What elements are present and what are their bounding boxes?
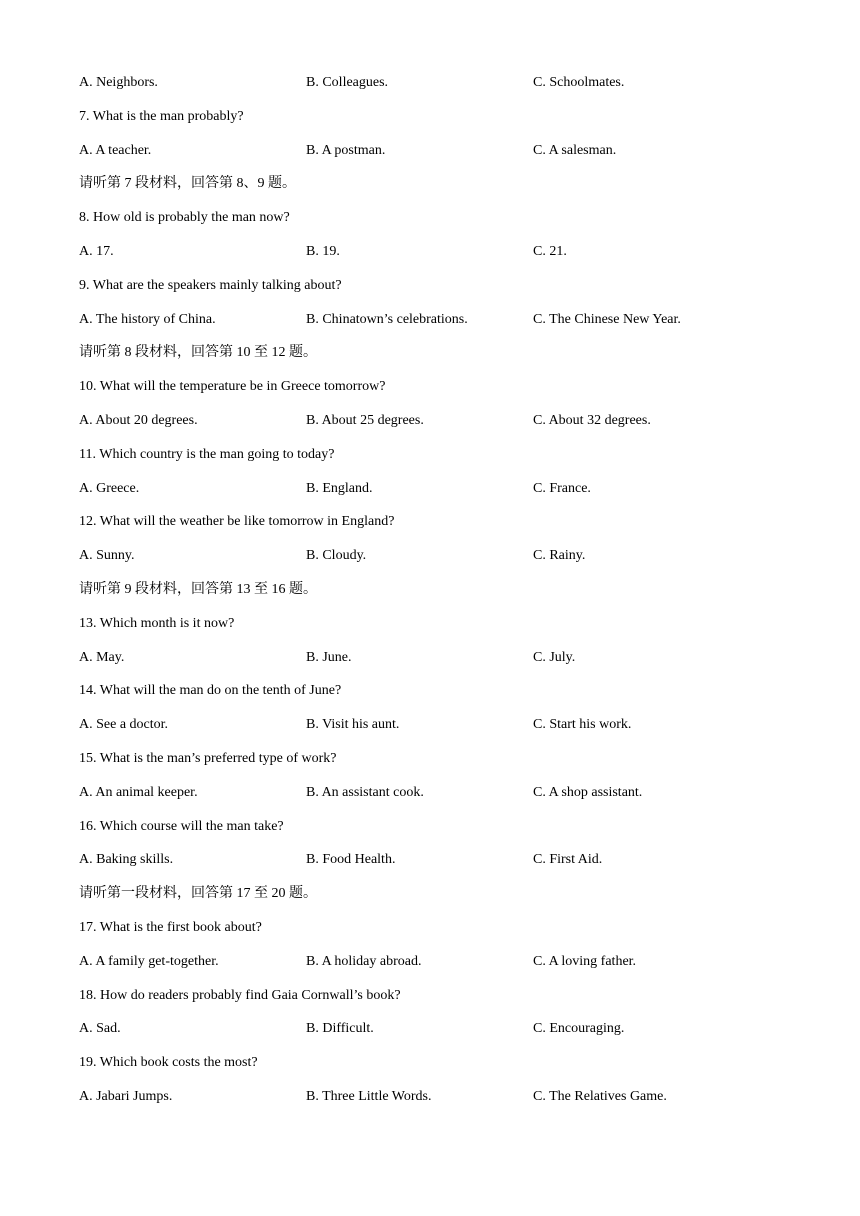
option-b: B. 19. — [306, 243, 340, 259]
option-a: A. May. — [79, 649, 125, 665]
question-text — [79, 1052, 779, 1086]
answer-options-row — [79, 1086, 779, 1120]
option-c: C. A loving father. — [533, 953, 637, 969]
option-a: A. Sunny. — [79, 548, 135, 564]
question-stem: 9. What are the speakers mainly talking about? — [79, 277, 342, 293]
option-c: C. Encouraging. — [533, 1021, 625, 1037]
answer-options-row — [79, 545, 779, 579]
answer-options-row — [79, 478, 779, 512]
option-b: B. June. — [306, 649, 352, 665]
section-instruction — [79, 579, 779, 613]
answer-options-row — [79, 410, 779, 444]
question-text — [79, 680, 779, 714]
question-text — [79, 748, 779, 782]
question-stem: 15. What is the man’s preferred type of work? — [79, 750, 337, 766]
answer-options-row — [79, 647, 779, 681]
answer-options-row — [79, 140, 779, 174]
section-instruction-text: 请听第 8 段材料，回答第 10 至 12 题。 — [79, 345, 317, 361]
option-c: C. Start his work. — [533, 717, 632, 733]
question-text — [79, 613, 779, 647]
section-instruction-text: 请听第 7 段材料，回答第 8、9 题。 — [79, 176, 296, 192]
question-stem: 7. What is the man probably? — [79, 108, 244, 124]
option-a: A. Neighbors. — [79, 75, 158, 90]
answer-options-row — [79, 72, 779, 106]
option-c: C. 21. — [533, 243, 567, 259]
question-list — [79, 72, 779, 1120]
section-instruction — [79, 342, 779, 376]
option-a: A. See a doctor. — [79, 717, 169, 733]
option-b: B. Chinatown’s celebrations. — [306, 311, 468, 327]
option-b: B. Cloudy. — [306, 548, 367, 564]
question-stem: 18. How do readers probably find Gaia Cornwall’s book? — [79, 987, 401, 1003]
question-stem: 10. What will the temperature be in Greece tomorrow? — [79, 379, 386, 395]
option-c: C. About 32 degrees. — [533, 412, 651, 428]
option-a: A. Baking skills. — [79, 852, 174, 868]
option-a: A. A teacher. — [79, 142, 152, 158]
option-b: B. Three Little Words. — [306, 1088, 432, 1104]
option-b: B. About 25 degrees. — [306, 412, 424, 428]
option-b: B. A postman. — [306, 142, 386, 158]
question-text — [79, 376, 779, 410]
option-c: C. Schoolmates. — [533, 75, 625, 90]
option-c: C. France. — [533, 480, 591, 496]
question-stem: 16. Which course will the man take? — [79, 818, 284, 834]
section-instruction — [79, 883, 779, 917]
option-a: A. An animal keeper. — [79, 784, 198, 800]
section-instruction — [79, 173, 779, 207]
question-text — [79, 207, 779, 241]
option-b: B. Visit his aunt. — [306, 717, 400, 733]
answer-options-row — [79, 714, 779, 748]
option-c: C. The Relatives Game. — [533, 1088, 667, 1104]
question-stem: 13. Which month is it now? — [79, 615, 235, 631]
question-text — [79, 275, 779, 309]
option-a: A. A family get-together. — [79, 953, 219, 969]
question-text — [79, 816, 779, 850]
question-stem: 14. What will the man do on the tenth of June? — [79, 683, 342, 699]
option-a: A. About 20 degrees. — [79, 412, 198, 428]
answer-options-row — [79, 241, 779, 275]
answer-options-row — [79, 849, 779, 883]
answer-options-row — [79, 1018, 779, 1052]
question-text — [79, 917, 779, 951]
option-c: C. A shop assistant. — [533, 784, 643, 800]
question-stem: 11. Which country is the man going to today? — [79, 446, 335, 462]
option-c: C. First Aid. — [533, 852, 603, 868]
answer-options-row — [79, 782, 779, 816]
option-b: B. Difficult. — [306, 1021, 374, 1037]
option-c: C. A salesman. — [533, 142, 617, 158]
option-c: C. July. — [533, 649, 576, 665]
answer-options-row — [79, 309, 779, 343]
option-b: B. Colleagues. — [306, 75, 389, 90]
question-text — [79, 444, 779, 478]
question-stem: 8. How old is probably the man now? — [79, 210, 290, 226]
option-c: C. Rainy. — [533, 548, 586, 564]
option-a: A. The history of China. — [79, 311, 216, 327]
question-text — [79, 511, 779, 545]
question-text — [79, 106, 779, 140]
section-instruction-text: 请听第 9 段材料，回答第 13 至 16 题。 — [79, 581, 317, 597]
option-b: B. England. — [306, 480, 373, 496]
option-b: B. A holiday abroad. — [306, 953, 422, 969]
question-text — [79, 985, 779, 1019]
question-stem: 12. What will the weather be like tomorrow in England? — [79, 514, 395, 530]
section-instruction-text: 请听第一段材料，回答第 17 至 20 题。 — [79, 886, 317, 902]
option-a: A. Greece. — [79, 480, 140, 496]
option-b: B. Food Health. — [306, 852, 396, 868]
answer-options-row — [79, 951, 779, 985]
option-a: A. Sad. — [79, 1021, 121, 1037]
option-c: C. The Chinese New Year. — [533, 311, 681, 327]
question-stem: 17. What is the first book about? — [79, 919, 262, 935]
option-a: A. Jabari Jumps. — [79, 1088, 173, 1104]
option-b: B. An assistant cook. — [306, 784, 424, 800]
question-stem: 19. Which book costs the most? — [79, 1055, 258, 1071]
option-a: A. 17. — [79, 243, 114, 259]
